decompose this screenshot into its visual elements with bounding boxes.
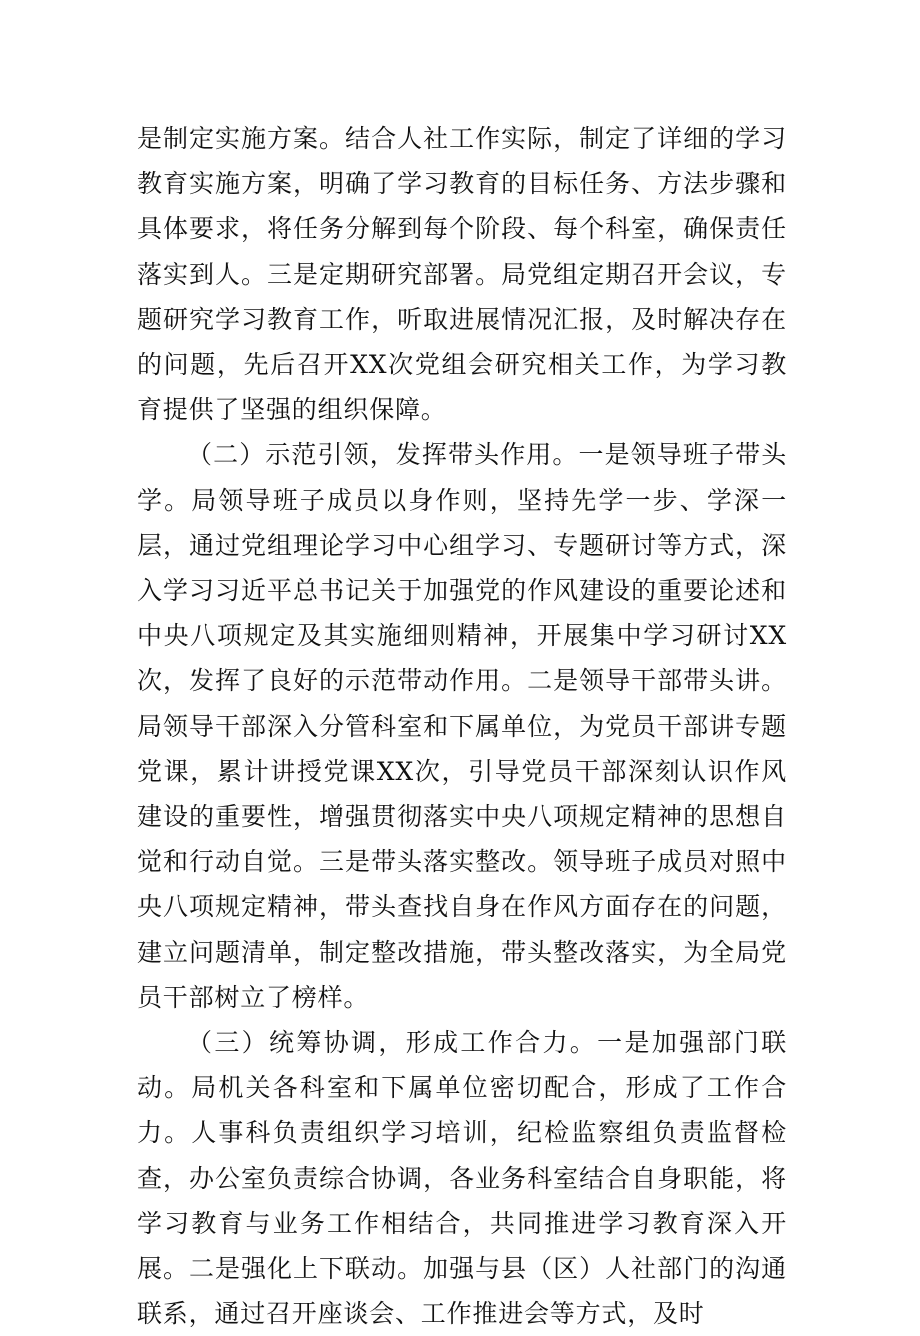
paragraph-section-two: （二）示范引领，发挥带头作用。一是领导班子带头学。局领导班子成员以身作则，坚持先学一步、学深一层，通过党组理论学习中心组学习、专题研讨等方式，深入学习习近平总书记关于加强党的作风建设的重要论述和中央八项规定及其实施细则精神，开展集中学习研讨XX次，发挥了良好的示范带动作用。二是领导干部带头讲。局领导干部深入分管科室和下属单位，为党员干部讲专题党课，累计讲授党课XX次，引导党员干部深刻认识作风建设的重要性，增强贯彻落实中央八项规定精神的思想自觉和行动自觉。三是带头落实整改。领导班子成员对照中央八项规定精神，带头查找自身在作风方面存在的问题，建立问题清单，制定整改措施，带头整改落实，为全局党员干部树立了榜样。 (137, 440, 787, 1012)
paragraph-section-three: （三）统筹协调，形成工作合力。一是加强部门联动。局机关各科室和下属单位密切配合，形成了工作合力。人事科负责组织学习培训，纪检监察组负责监督检查，办公室负责综合协调，各业务科室结合自身职能，将学习教育与业务工作相结合，共同推进学习教育深入开展。二是强化上下联动。加强与县（区）人社部门的沟通联系，通过召开座谈会、工作推进会等方式，及时 (137, 1028, 787, 1329)
document-body (137, 116, 787, 1336)
paragraph-continuation: 是制定实施方案。结合人社工作实际，制定了详细的学习教育实施方案，明确了学习教育的目标任务、方法步骤和具体要求，将任务分解到每个阶段、每个科室，确保责任落实到人。三是定期研究部署。局党组定期召开会议，专题研究学习教育工作，听取进展情况汇报，及时解决存在的问题，先后召开XX次党组会研究相关工作，为学习教育提供了坚强的组织保障。 (137, 124, 787, 425)
